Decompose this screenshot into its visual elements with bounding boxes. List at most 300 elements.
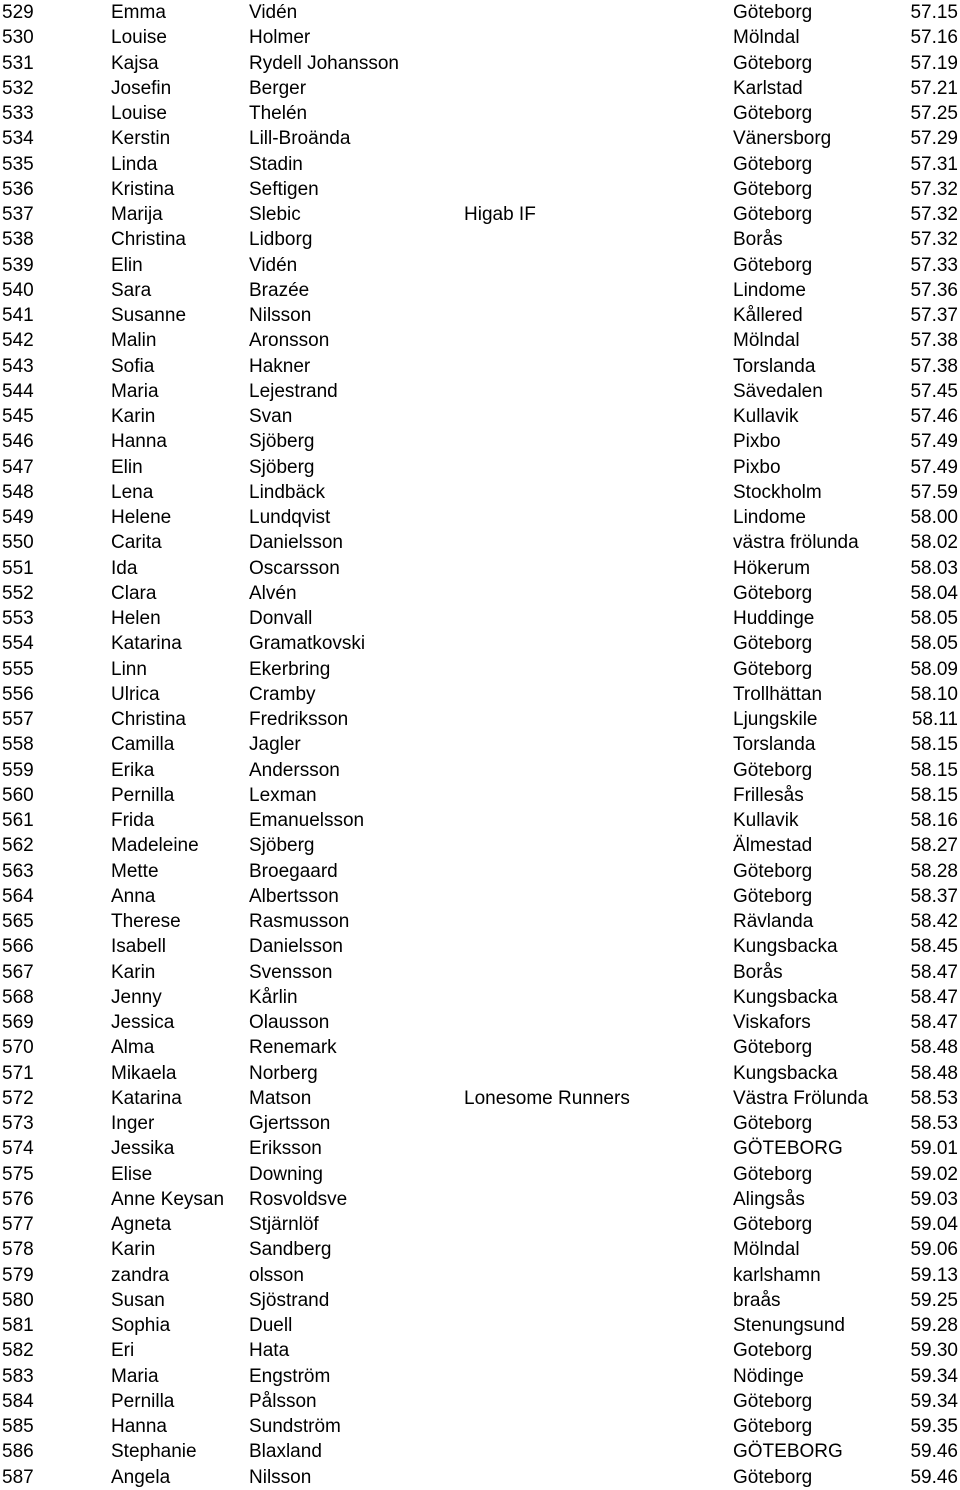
table-row [0,934,960,959]
first-name-cell: Sofia [111,355,155,377]
city-cell: Göteborg [733,52,813,74]
table-row [0,808,960,833]
first-name-cell: Clara [111,582,157,604]
place-cell: 551 [2,557,34,579]
last-name-cell: Jagler [249,734,301,756]
table-row [0,909,960,934]
table-row [0,884,960,909]
last-name-cell: Norberg [249,1062,318,1084]
last-name-cell: Sjöstrand [249,1289,330,1311]
table-row [0,76,960,101]
last-name-cell: Ekerbring [249,658,331,680]
place-cell: 562 [2,835,34,857]
table-row [0,1389,960,1414]
first-name-cell: Linda [111,153,158,175]
time-cell: 58.47 [910,986,958,1008]
place-cell: 548 [2,481,34,503]
place-cell: 565 [2,911,34,932]
table-row [0,833,960,858]
last-name-cell: Fredriksson [249,709,349,730]
last-name-cell: Aronsson [249,330,330,352]
time-cell: 57.38 [910,330,958,352]
place-cell: 570 [2,1037,34,1059]
city-cell: Trollhättan [733,683,823,705]
time-cell: 59.46 [910,1466,958,1488]
last-name-cell: Downing [249,1163,323,1185]
first-name-cell: Therese [111,911,181,932]
table-row [0,404,960,429]
first-name-cell: Elin [111,254,143,276]
time-cell: 58.53 [910,1113,958,1134]
place-cell: 569 [2,1012,34,1033]
time-cell: 58.15 [910,784,958,806]
last-name-cell: Lundqvist [249,507,331,528]
table-row [0,1212,960,1237]
first-name-cell: Karin [111,1239,156,1261]
city-cell: Lindome [733,507,806,528]
city-cell: Stenungsund [733,1315,845,1336]
table-row [0,202,960,227]
first-name-cell: Susan [111,1289,165,1311]
first-name-cell: Lena [111,481,154,503]
place-cell: 529 [2,2,34,23]
table-row [0,985,960,1010]
first-name-cell: Mette [111,860,159,882]
city-cell: Göteborg [733,885,813,907]
table-row [0,783,960,808]
first-name-cell: Inger [111,1113,155,1134]
time-cell: 58.47 [910,1012,958,1033]
table-row [0,505,960,530]
time-cell: 58.15 [910,734,958,756]
place-cell: 543 [2,355,34,377]
last-name-cell: Thelén [249,103,308,124]
first-name-cell: Hanna [111,431,167,453]
first-name-cell: Jenny [111,986,162,1008]
place-cell: 563 [2,860,34,882]
city-cell: Rävlanda [733,911,814,932]
first-name-cell: Maria [111,1365,159,1387]
first-name-cell: Malin [111,330,157,352]
time-cell: 57.38 [910,355,958,377]
table-row [0,1061,960,1086]
place-cell: 574 [2,1138,34,1160]
place-cell: 554 [2,633,34,655]
time-cell: 58.05 [910,633,958,655]
first-name-cell: Susanne [111,305,187,326]
first-name-cell: Kristina [111,178,175,200]
city-cell: Frillesås [733,784,804,806]
first-name-cell: Marija [111,204,163,225]
time-cell: 59.25 [910,1289,958,1311]
table-row [0,328,960,353]
first-name-cell: Elin [111,456,143,478]
last-name-cell: Rasmusson [249,911,350,932]
city-cell: Göteborg [733,633,813,655]
place-cell: 584 [2,1390,34,1412]
last-name-cell: Gjertsson [249,1113,331,1134]
first-name-cell: Christina [111,229,186,251]
last-name-cell: Andersson [249,759,340,781]
city-cell: Lindome [733,279,806,301]
first-name-cell: Angela [111,1466,171,1488]
time-cell: 58.28 [910,860,958,882]
last-name-cell: Stadin [249,153,303,175]
time-cell: 58.53 [910,1087,958,1109]
place-cell: 572 [2,1087,34,1109]
place-cell: 566 [2,936,34,958]
city-cell: Göteborg [733,658,813,680]
place-cell: 542 [2,330,34,352]
place-cell: 568 [2,986,34,1008]
last-name-cell: Olausson [249,1012,330,1033]
time-cell: 58.09 [910,658,958,680]
time-cell: 58.03 [910,557,958,579]
city-cell: GÖTEBORG [733,1138,843,1160]
time-cell: 59.30 [910,1340,958,1362]
city-cell: braås [733,1289,781,1311]
place-cell: 573 [2,1113,34,1134]
city-cell: Ljungskile [733,709,818,730]
place-cell: 567 [2,961,34,983]
place-cell: 586 [2,1441,34,1463]
last-name-cell: Svensson [249,961,333,983]
place-cell: 587 [2,1466,34,1488]
last-name-cell: Stjärnlöf [249,1214,319,1235]
last-name-cell: Sjöberg [249,835,315,857]
place-cell: 544 [2,380,34,402]
city-cell: Kållered [733,305,803,326]
table-row [0,631,960,656]
last-name-cell: Sandberg [249,1239,332,1261]
first-name-cell: Maria [111,380,159,402]
place-cell: 550 [2,532,34,554]
last-name-cell: Donvall [249,608,313,629]
place-cell: 564 [2,885,34,907]
first-name-cell: Camilla [111,734,175,756]
time-cell: 57.32 [910,204,958,225]
table-row [0,707,960,732]
table-row [0,859,960,884]
last-name-cell: Hakner [249,355,311,377]
time-cell: 58.48 [910,1037,958,1059]
time-cell: 58.47 [910,961,958,983]
time-cell: 58.37 [910,885,958,907]
table-row [0,480,960,505]
table-row [0,732,960,757]
first-name-cell: Sara [111,279,152,301]
time-cell: 59.04 [910,1214,958,1235]
place-cell: 535 [2,153,34,175]
first-name-cell: Kerstin [111,128,171,150]
city-cell: Mölndal [733,1239,800,1261]
place-cell: 534 [2,128,34,150]
city-cell: Vänersborg [733,128,832,150]
first-name-cell: Anne Keysan [111,1188,225,1210]
first-name-cell: Louise [111,103,167,124]
city-cell: Viskafors [733,1012,811,1033]
place-cell: 552 [2,582,34,604]
place-cell: 583 [2,1365,34,1387]
table-row [0,1465,960,1490]
last-name-cell: Danielsson [249,532,343,554]
table-row [0,1162,960,1187]
place-cell: 546 [2,431,34,453]
table-row [0,606,960,631]
city-cell: Göteborg [733,582,813,604]
time-cell: 58.45 [910,936,958,958]
place-cell: 555 [2,658,34,680]
place-cell: 541 [2,305,34,326]
time-cell: 58.04 [910,582,958,604]
first-name-cell: Linn [111,658,147,680]
last-name-cell: Sjöberg [249,456,315,478]
time-cell: 57.46 [910,406,958,427]
city-cell: Sävedalen [733,380,823,402]
time-cell: 57.59 [910,481,958,503]
last-name-cell: Rosvoldsve [249,1188,348,1210]
place-cell: 549 [2,507,34,528]
table-row [0,581,960,606]
city-cell: Älmestad [733,835,813,857]
city-cell: Alingsås [733,1188,805,1210]
city-cell: Göteborg [733,254,813,276]
table-row [0,1111,960,1136]
place-cell: 560 [2,784,34,806]
city-cell: Göteborg [733,1390,813,1412]
last-name-cell: Lejestrand [249,380,338,402]
first-name-cell: Helene [111,507,172,528]
place-cell: 577 [2,1214,34,1235]
first-name-cell: Carita [111,532,162,554]
place-cell: 533 [2,103,34,124]
city-cell: Göteborg [733,1416,813,1437]
time-cell: 57.33 [910,254,958,276]
last-name-cell: Lill-Broända [249,128,351,150]
time-cell: 57.25 [910,103,958,124]
last-name-cell: Vidén [249,254,298,276]
city-cell: Stockholm [733,481,822,503]
city-cell: karlshamn [733,1264,821,1286]
first-name-cell: Anna [111,885,156,907]
last-name-cell: Vidén [249,2,298,23]
first-name-cell: Christina [111,709,186,730]
first-name-cell: Erika [111,759,155,781]
city-cell: Mölndal [733,330,800,352]
table-row [0,177,960,202]
city-cell: Mölndal [733,27,800,49]
place-cell: 532 [2,77,34,99]
table-row [0,1010,960,1035]
table-row [0,354,960,379]
time-cell: 59.13 [910,1264,958,1286]
time-cell: 59.06 [910,1239,958,1261]
last-name-cell: Gramatkovski [249,633,366,655]
city-cell: Göteborg [733,178,813,200]
city-cell: Göteborg [733,103,813,124]
place-cell: 538 [2,229,34,251]
city-cell: Göteborg [733,2,813,23]
last-name-cell: Nilsson [249,1466,312,1488]
last-name-cell: Holmer [249,27,311,49]
city-cell: västra frölunda [733,532,859,554]
city-cell: Kungsbacka [733,1062,838,1084]
time-cell: 57.16 [910,27,958,49]
city-cell: Göteborg [733,860,813,882]
city-cell: Göteborg [733,204,813,225]
place-cell: 558 [2,734,34,756]
place-cell: 545 [2,406,34,427]
first-name-cell: Alma [111,1037,155,1059]
city-cell: Göteborg [733,1113,813,1134]
first-name-cell: Karin [111,406,156,427]
time-cell: 59.46 [910,1441,958,1463]
first-name-cell: Pernilla [111,784,175,806]
place-cell: 578 [2,1239,34,1261]
last-name-cell: Lindbäck [249,481,326,503]
table-row [0,303,960,328]
first-name-cell: Emma [111,2,166,23]
time-cell: 59.35 [910,1416,958,1437]
city-cell: Karlstad [733,77,803,99]
time-cell: 58.02 [910,532,958,554]
table-row [0,1313,960,1338]
city-cell: Västra Frölunda [733,1087,869,1109]
place-cell: 531 [2,52,34,74]
table-row [0,960,960,985]
place-cell: 559 [2,759,34,781]
club-cell: Lonesome Runners [464,1087,630,1109]
time-cell: 58.27 [910,835,958,857]
time-cell: 59.01 [910,1138,958,1160]
city-cell: Göteborg [733,759,813,781]
last-name-cell: Nilsson [249,305,312,326]
table-row [0,1237,960,1262]
place-cell: 582 [2,1340,34,1362]
first-name-cell: Jessika [111,1138,175,1160]
time-cell: 58.15 [910,759,958,781]
time-cell: 59.34 [910,1390,958,1412]
city-cell: Kungsbacka [733,986,838,1008]
last-name-cell: Sundström [249,1416,341,1437]
table-row [0,657,960,682]
last-name-cell: Alvén [249,582,297,604]
time-cell: 57.49 [910,456,958,478]
table-row [0,51,960,76]
table-row [0,1288,960,1313]
table-row [0,0,960,25]
table-row [0,1439,960,1464]
time-cell: 57.29 [910,128,958,150]
city-cell: Pixbo [733,456,781,478]
place-cell: 585 [2,1416,34,1437]
last-name-cell: Pålsson [249,1390,317,1412]
last-name-cell: Emanuelsson [249,810,365,831]
table-row [0,101,960,126]
time-cell: 57.21 [910,77,958,99]
first-name-cell: Madeleine [111,835,199,857]
place-cell: 530 [2,27,34,49]
table-row [0,253,960,278]
time-cell: 57.45 [910,380,958,402]
table-row [0,1263,960,1288]
time-cell: 57.36 [910,279,958,301]
place-cell: 536 [2,178,34,200]
city-cell: Göteborg [733,153,813,175]
city-cell: Huddinge [733,608,815,629]
table-row [0,429,960,454]
last-name-cell: Sjöberg [249,431,315,453]
first-name-cell: Josefin [111,77,172,99]
table-row [0,556,960,581]
place-cell: 539 [2,254,34,276]
first-name-cell: Ulrica [111,683,160,705]
table-row [0,455,960,480]
last-name-cell: Hata [249,1340,290,1362]
last-name-cell: Slebic [249,204,301,225]
first-name-cell: Ida [111,557,138,579]
time-cell: 58.10 [910,683,958,705]
club-cell: Higab IF [464,204,536,225]
place-cell: 561 [2,810,34,831]
first-name-cell: Pernilla [111,1390,175,1412]
place-cell: 537 [2,204,34,225]
table-row [0,1187,960,1212]
table-row [0,25,960,50]
first-name-cell: Frida [111,810,155,831]
last-name-cell: Seftigen [249,178,319,200]
place-cell: 540 [2,279,34,301]
first-name-cell: Jessica [111,1012,175,1033]
last-name-cell: olsson [249,1264,304,1286]
table-row [0,530,960,555]
place-cell: 581 [2,1315,34,1336]
table-row [0,1086,960,1111]
place-cell: 557 [2,709,34,730]
last-name-cell: Lexman [249,784,317,806]
table-row [0,1364,960,1389]
table-row [0,379,960,404]
time-cell: 57.49 [910,431,958,453]
time-cell: 59.28 [910,1315,958,1336]
first-name-cell: Elise [111,1163,153,1185]
city-cell: Hökerum [733,557,811,579]
time-cell: 59.34 [910,1365,958,1387]
city-cell: Göteborg [733,1037,813,1059]
city-cell: Kullavik [733,810,799,831]
last-name-cell: Blaxland [249,1441,322,1463]
table-row [0,227,960,252]
city-cell: Göteborg [733,1466,813,1488]
first-name-cell: Isabell [111,936,166,958]
table-row [0,126,960,151]
time-cell: 57.32 [910,178,958,200]
city-cell: GÖTEBORG [733,1441,843,1463]
first-name-cell: Kajsa [111,52,159,74]
time-cell: 57.31 [910,153,958,175]
last-name-cell: Albertsson [249,885,339,907]
city-cell: Goteborg [733,1340,813,1362]
first-name-cell: Louise [111,27,167,49]
city-cell: Nödinge [733,1365,804,1387]
first-name-cell: Stephanie [111,1441,197,1463]
city-cell: Kungsbacka [733,936,838,958]
table-row [0,682,960,707]
table-row [0,152,960,177]
place-cell: 547 [2,456,34,478]
city-cell: Torslanda [733,355,816,377]
first-name-cell: Helen [111,608,161,629]
